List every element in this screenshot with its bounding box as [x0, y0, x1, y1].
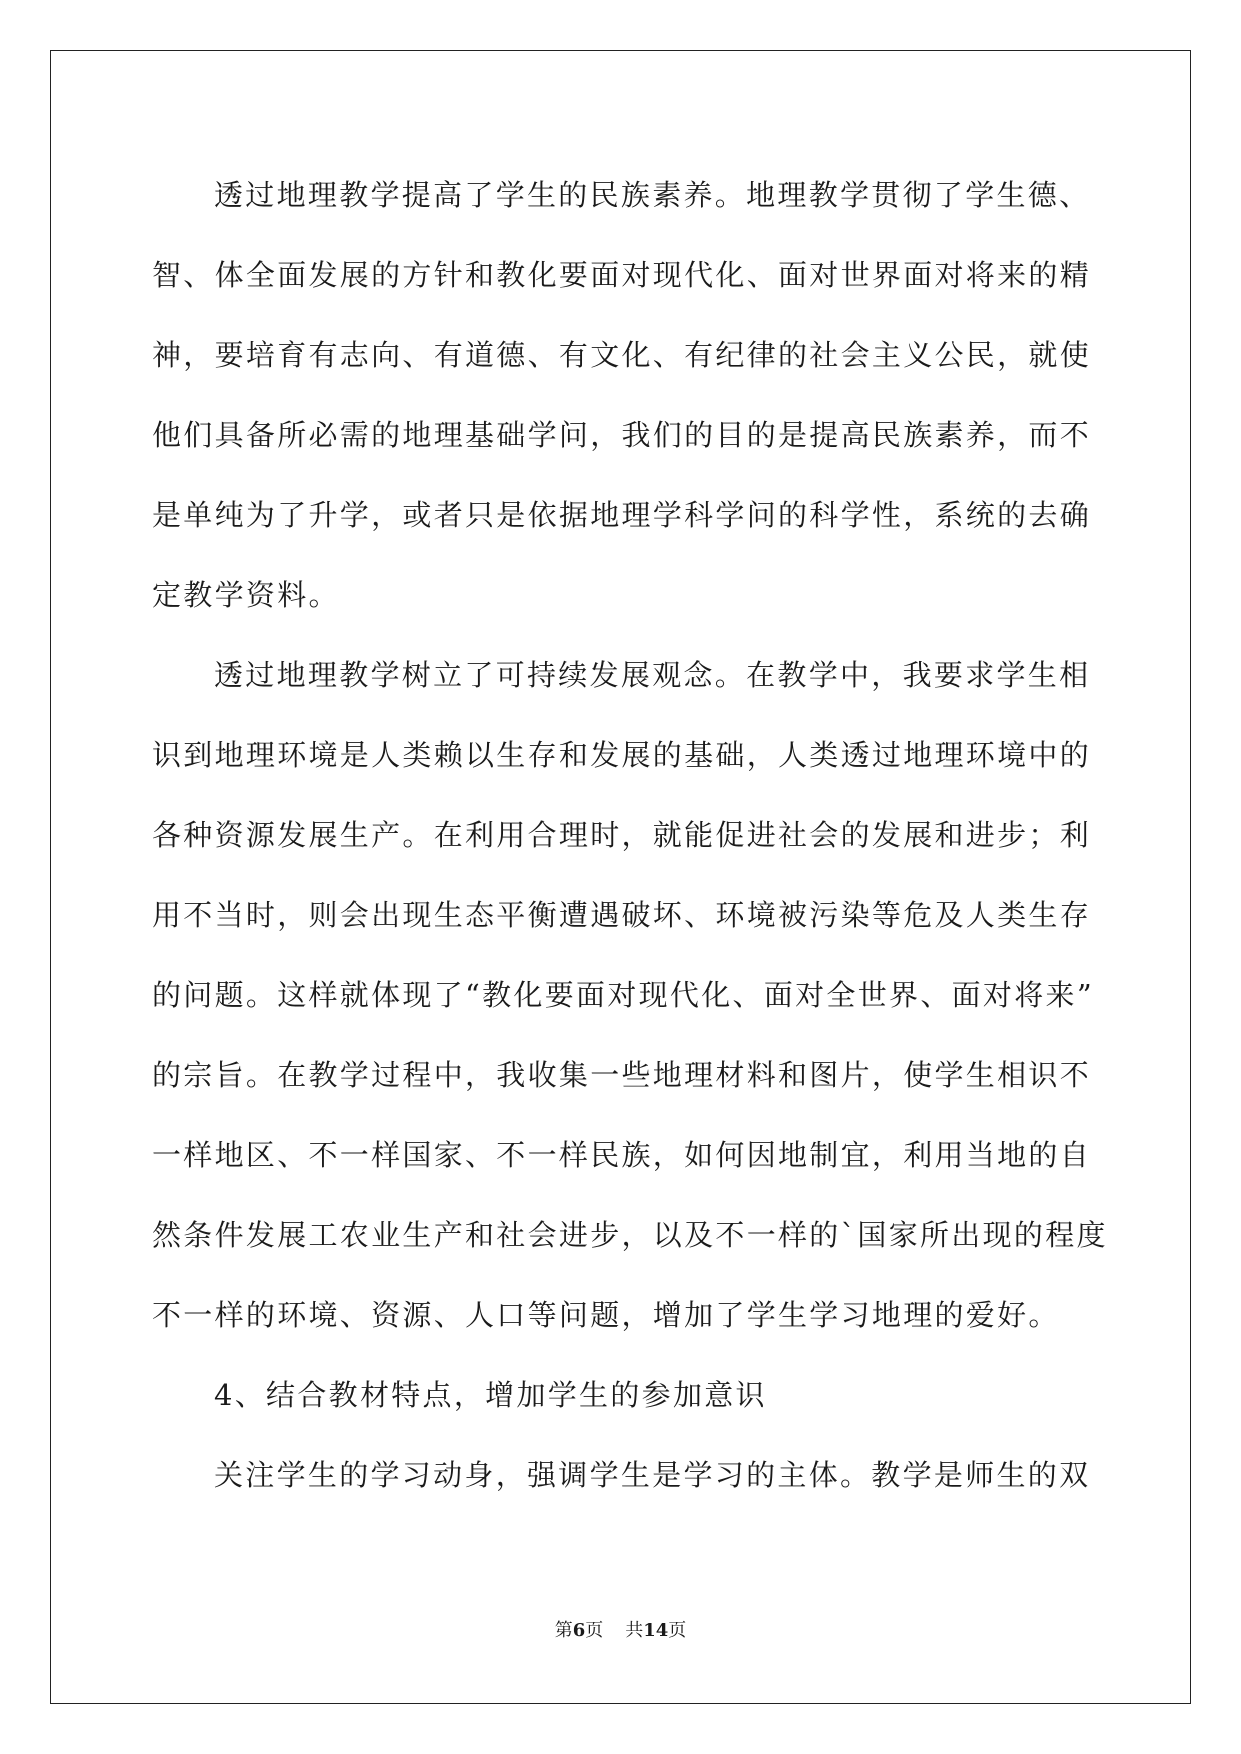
paragraph-line: 的宗旨。在教学过程中，我收集一些地理材料和图片，使学生相识不 — [152, 1058, 1092, 1092]
paragraph-line: 透过地理教学树立了可持续发展观念。在教学中，我要求学生相 — [214, 658, 1091, 692]
total-prefix: 共 — [625, 1620, 644, 1641]
paragraph-line: 用不当时，则会出现生态平衡遭遇破坏、环境被污染等危及人类生存 — [152, 898, 1092, 932]
paragraph-line: 一样地区、不一样国家、不一样民族，如何因地制宜，利用当地的自 — [152, 1138, 1092, 1172]
paragraph-line: 透过地理教学提高了学生的民族素养。地理教学贯彻了学生德、 — [214, 178, 1091, 212]
paragraph-line: 是单纯为了升学，或者只是依据地理学科学问的科学性，系统的去确 — [152, 498, 1092, 532]
total-suffix: 页 — [668, 1620, 687, 1641]
paragraph-line: 定教学资料。 — [152, 578, 340, 612]
paragraph-line: 的问题。这样就体现了“教化要面对现代化、面对全世界、面对将来” — [152, 978, 1094, 1012]
page-prefix: 第 — [554, 1620, 573, 1641]
paragraph-line: 不一样的环境、资源、人口等问题，增加了学生学习地理的爱好。 — [152, 1298, 1060, 1332]
paragraph-line: 识到地理环境是人类赖以生存和发展的基础，人类透过地理环境中的 — [152, 738, 1092, 772]
paragraph-line: 然条件发展工农业生产和社会进步，以及不一样的`国家所出现的程度 — [152, 1218, 1108, 1252]
paragraph-line: 各种资源发展生产。在利用合理时，就能促进社会的发展和进步；利 — [152, 818, 1092, 852]
paragraph-line: 神，要培育有志向、有道德、有文化、有纪律的社会主义公民，就使 — [152, 338, 1092, 372]
page-suffix: 页 — [585, 1620, 604, 1641]
section-heading: 4、结合教材特点，增加学生的参加意识 — [214, 1378, 767, 1412]
paragraph-line: 智、体全面发展的方针和教化要面对现代化、面对世界面对将来的精 — [152, 258, 1092, 292]
page-footer — [0, 1619, 1241, 1643]
paragraph-line: 他们具备所必需的地理基础学问，我们的目的是提高民族素养，而不 — [152, 418, 1092, 452]
total-pages: 14 — [643, 1620, 669, 1641]
document-body — [152, 155, 1108, 1515]
page-number: 6 — [572, 1620, 586, 1641]
paragraph-line: 关注学生的学习动身，强调学生是学习的主体。教学是师生的双 — [214, 1458, 1091, 1492]
